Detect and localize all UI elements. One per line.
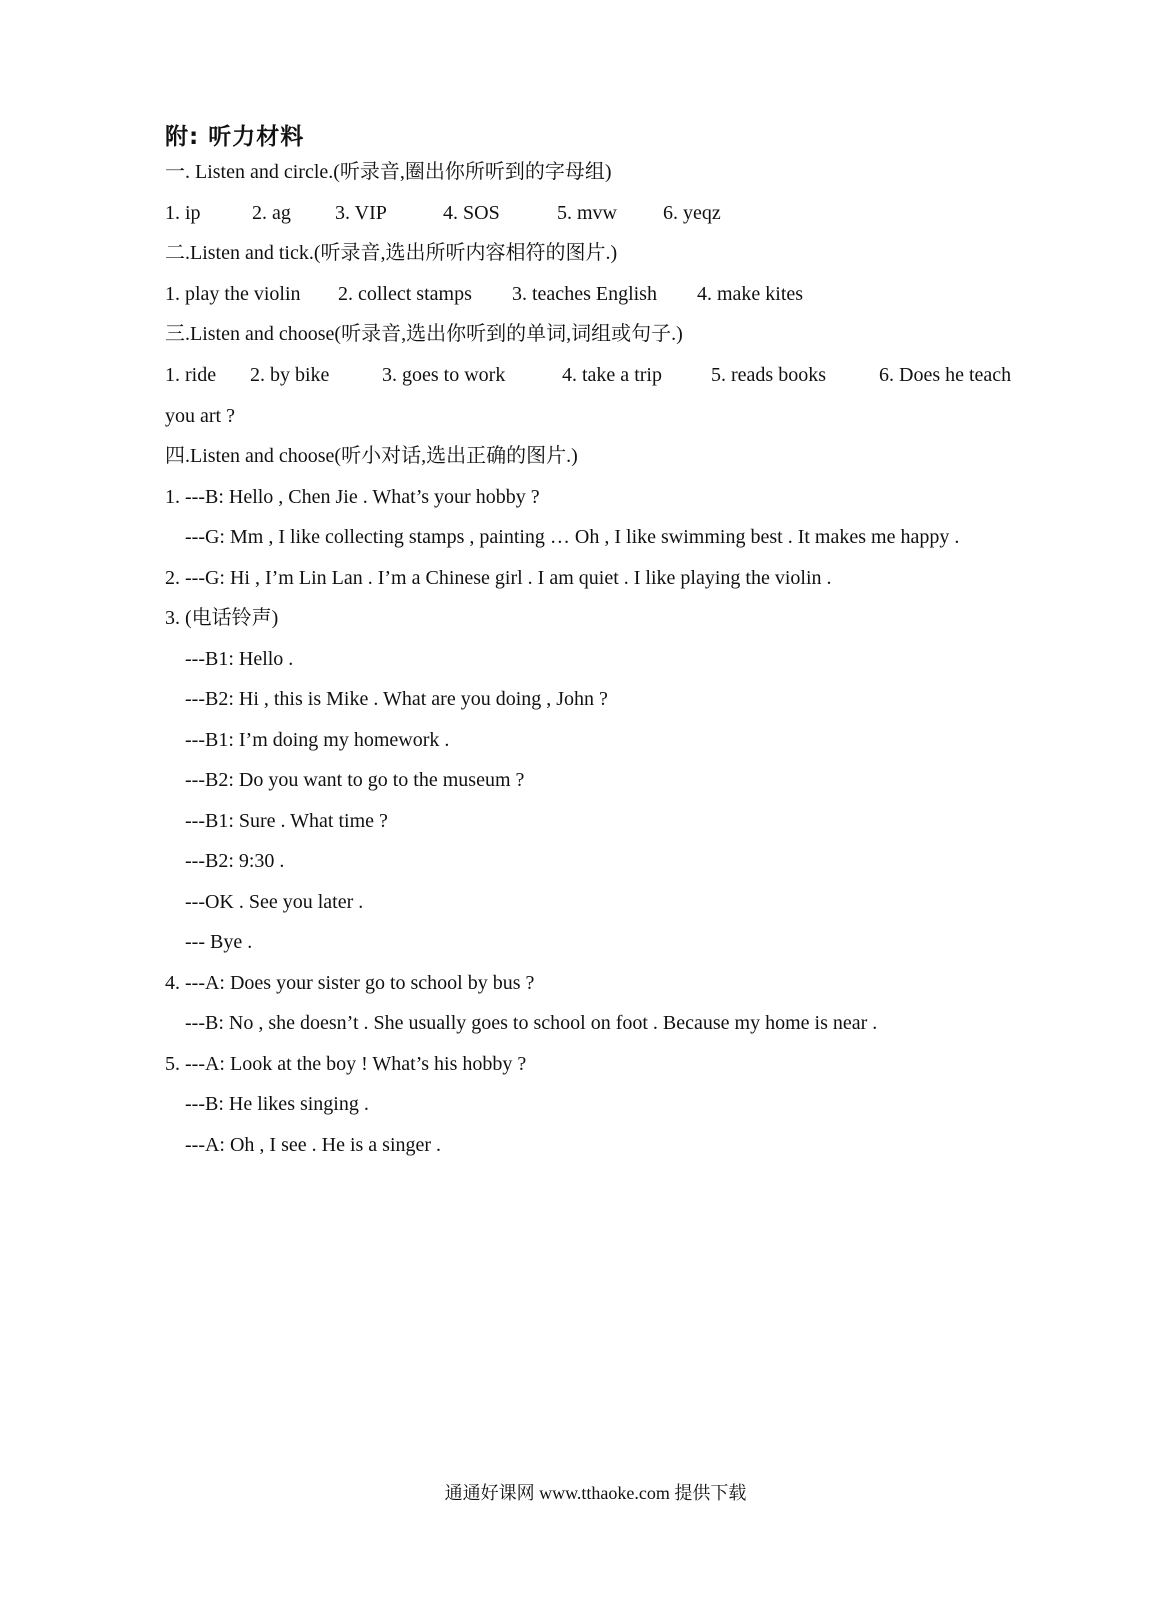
section3-continuation: you art ? — [165, 405, 235, 427]
list-item: 4. make kites — [697, 283, 804, 305]
dialogue-line: ---OK . See you later . — [185, 891, 364, 913]
dialogue-line: ---A: Oh , I see . He is a singer . — [185, 1134, 442, 1156]
list-item: 1. ride — [165, 364, 217, 386]
section3-heading: 三.Listen and choose(听录音,选出你听到的单词,词组或句子.) — [165, 323, 683, 345]
page-title: 附: 听力材料 — [165, 124, 305, 150]
list-item: 3. teaches English — [512, 283, 657, 305]
dialogue-line: 5. ---A: Look at the boy ! What’s his hobby ? — [165, 1053, 527, 1075]
dialogue-line: ---B: No , she doesn’t . She usually goes to school on foot . Because my home is near . — [185, 1012, 878, 1034]
list-item: 3. VIP — [335, 202, 387, 224]
list-item: 3. goes to work — [382, 364, 506, 386]
list-item: 5. mvw — [557, 202, 617, 224]
list-item: 2. collect stamps — [338, 283, 472, 305]
dialogue-line: ---B1: Sure . What time ? — [185, 810, 388, 832]
dialogue-line: ---B2: 9:30 . — [185, 850, 285, 872]
dialogue-line: ---B1: I’m doing my homework . — [185, 729, 450, 751]
list-item: 2. by bike — [250, 364, 330, 386]
dialogue-line: --- Bye . — [185, 931, 253, 953]
section1-items — [0, 200, 1163, 226]
dialogue-line: ---B2: Do you want to go to the museum ? — [185, 769, 525, 791]
dialogue-line: 4. ---A: Does your sister go to school by bus ? — [165, 972, 535, 994]
section2-heading: 二.Listen and tick.(听录音,选出所听内容相符的图片.) — [165, 242, 618, 264]
list-item: 4. SOS — [443, 202, 500, 224]
list-item: 6. Does he teach — [879, 364, 1012, 386]
list-item: 6. yeqz — [663, 202, 721, 224]
list-item: 2. ag — [252, 202, 291, 224]
page-footer: 通通好课网 www.tthaoke.com 提供下载 — [444, 1483, 747, 1503]
dialogue-line: 1. ---B: Hello , Chen Jie . What’s your hobby ? — [165, 486, 540, 508]
list-item: 1. play the violin — [165, 283, 301, 305]
dialogue-line: 2. ---G: Hi , I’m Lin Lan . I’m a Chinese girl . I am quiet . I like playing the violin . — [165, 567, 832, 589]
dialogue-line: ---B1: Hello . — [185, 648, 294, 670]
dialogue-line: ---G: Mm , I like collecting stamps , painting … Oh , I like swimming best . It makes me happy . — [185, 526, 960, 548]
dialogue-line: ---B2: Hi , this is Mike . What are you doing , John ? — [185, 688, 608, 710]
dialogue-line: 3. (电话铃声) — [165, 607, 279, 629]
list-item: 1. ip — [165, 202, 201, 224]
list-item: 4. take a trip — [562, 364, 662, 386]
dialogue-line: ---B: He likes singing . — [185, 1093, 369, 1115]
section4-heading: 四.Listen and choose(听小对话,选出正确的图片.) — [165, 445, 578, 467]
section3-items — [0, 362, 1163, 388]
list-item: 5. reads books — [711, 364, 826, 386]
section2-items — [0, 281, 1163, 307]
section1-heading: 一. Listen and circle.(听录音,圈出你所听到的字母组) — [165, 161, 612, 183]
